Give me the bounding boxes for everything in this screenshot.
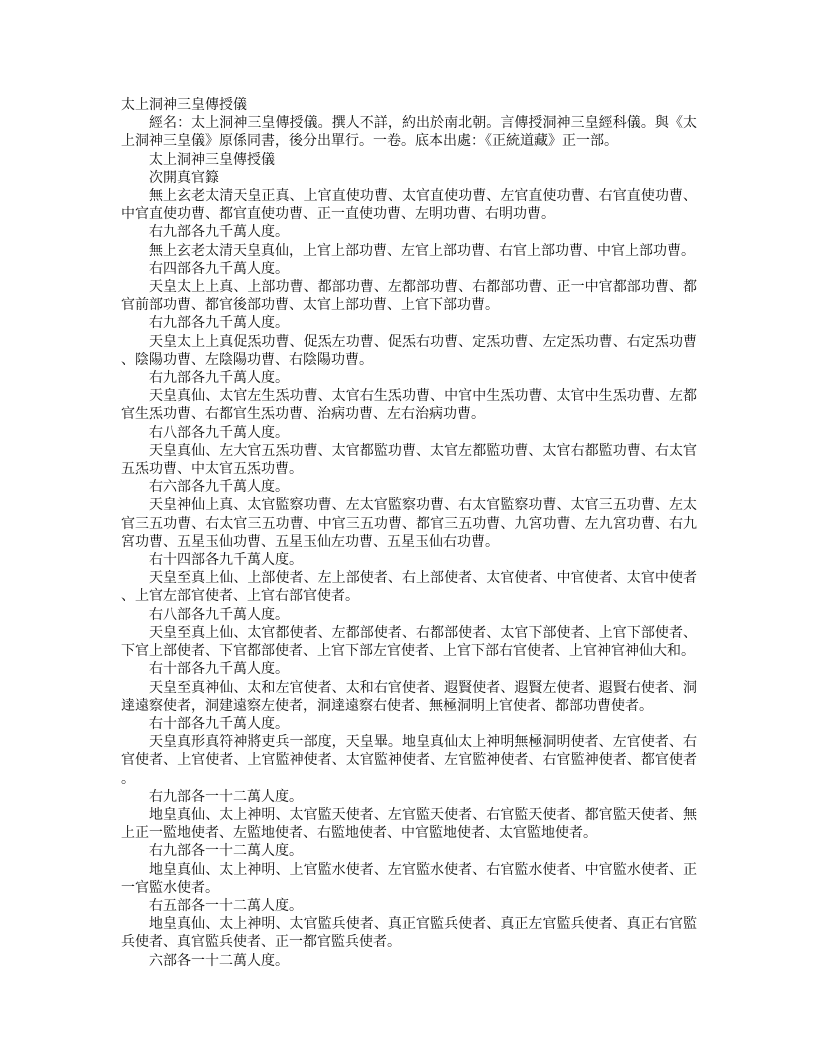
paragraph-subheading: 次開真官籙 — [149, 169, 219, 186]
paragraph: 六部各一十二萬人度。 — [149, 952, 289, 969]
paragraph: 地皇真仙、太上神明、上官監水使者、左官監水使者、右官監水使者、中官監水使者、正一官監水使者。 — [121, 861, 697, 896]
paragraph: 天皇神仙上真、太官監察功曹、左太官監察功曹、右太官監察功曹、太官三五功曹、左太官三五功曹、右太官三五功曹、中官三五功曹、都官三五功曹、九宮功曹、左九宮功曹、右九宮功曹、五星玉仙功曹、五星玉仙左功曹、五星玉仙右功曹。 — [121, 497, 697, 550]
paragraph: 天皇太上上真促炁功曹、促炁左功曹、促炁右功曹、定炁功曹、左定炁功曹、右定炁功曹、陰陽功曹、左陰陽功曹、右陰陽功曹。 — [121, 333, 697, 368]
paragraph: 右九部各九千萬人度。 — [149, 315, 289, 332]
paragraph-source-note: 經名：太上洞神三皇傳授儀。撰人不詳，約出於南北朝。言傳授洞神三皇經科儀。與《太上洞神三皇儀》原係同書，後分出單行。一卷。底本出處：《正統道藏》正一部。 — [121, 115, 697, 150]
paragraph: 天皇至真上仙、太官都使者、左都部使者、右都部使者、太官下部使者、上官下部使者、下官上部使者、下官都部使者、上官下部左官使者、上官下部右官使者、上官神官神仙大和。 — [121, 624, 697, 660]
paragraph: 地皇真仙、太上神明、太官監兵使者、真正官監兵使者、真正左官監兵使者、真正右官監兵使者、真官監兵使者、正一都官監兵使者。 — [121, 916, 697, 951]
paragraph: 右九部各九千萬人度。 — [149, 224, 289, 241]
paragraph: 右五部各一十二萬人度。 — [149, 897, 303, 914]
paragraph: 右四部各九千萬人度。 — [149, 260, 289, 277]
paragraph-heading: 太上洞神三皇傳授儀 — [149, 151, 275, 168]
paragraph: 天皇太上上真、上部功曹、都部功曹、左都部功曹、右都部功曹、正一中官都部功曹、都官前部功曹、都官後部功曹、太官上部功曹、上官下部功曹。 — [121, 279, 697, 314]
paragraph: 右十部各九千萬人度。 — [149, 715, 289, 732]
paragraph: 天皇真仙、太官左生炁功曹、太官右生炁功曹、中官中生炁功曹、太官中生炁功曹、左都官生炁功曹、右都官生炁功曹、治病功曹、左右治病功曹。 — [121, 388, 697, 423]
paragraph: 天皇至真神仙、太和左官使者、太和右官使者、遐賢使者、遐賢左使者、遐賢右使者、洞達遠察使者，洞建遠察左使者，洞達遠察右使者、無極洞明上官使者、都部功曹使者。 — [121, 679, 697, 714]
paragraph: 右九部各一十二萬人度。 — [149, 843, 303, 860]
paragraph: 地皇真仙、太上神明、太官監天使者、左官監天使者、右官監天使者、都官監天使者、無上正一監地使者、左監地使者、右監地使者、中官監地使者、太官監地使者。 — [121, 806, 697, 842]
paragraph: 右八部各九千萬人度。 — [149, 606, 289, 623]
paragraph: 天皇至真上仙、上部使者、左上部使者、右上部使者、太官使者、中官使者、太官中使者、上官左部官使者、上官右部官使者。 — [121, 570, 697, 605]
paragraph: 右十部各九千萬人度。 — [149, 661, 289, 678]
paragraph: 無上玄老太清天皇正真、上官直使功曹、太官直使功曹、左官直使功曹、右官直使功曹、中官直使功曹、都官直使功曹、正一直使功曹、左明功曹、右明功曹。 — [121, 188, 697, 223]
paragraph: 右六部各九千萬人度。 — [149, 479, 289, 496]
document-title: 太上洞神三皇傳授儀 — [121, 97, 247, 113]
paragraph: 天皇真仙、左大官五炁功曹、太官都監功曹、太官左都監功曹、太官右都監功曹、右太官五炁功曹、中太官五炁功曹。 — [121, 442, 697, 478]
paragraph: 右九部各九千萬人度。 — [149, 370, 289, 387]
paragraph: 天皇真形真符神將吏兵一部度，天皇畢。地皇真仙太上神明無極洞明使者、左官使者、右官使者、上官使者、上官監神使者、太官監神使者、左官監神使者、右官監神使者、都官使者。 — [121, 734, 697, 787]
paragraph: 右八部各九千萬人度。 — [149, 424, 289, 441]
paragraph: 無上玄老太清天皇真仙，上官上部功曹、左官上部功曹、右官上部功曹、中官上部功曹。 — [149, 242, 695, 259]
paragraph: 右十四部各九千萬人度。 — [149, 552, 303, 569]
document-page — [121, 96, 697, 970]
paragraph: 右九部各一十二萬人度。 — [149, 788, 303, 805]
